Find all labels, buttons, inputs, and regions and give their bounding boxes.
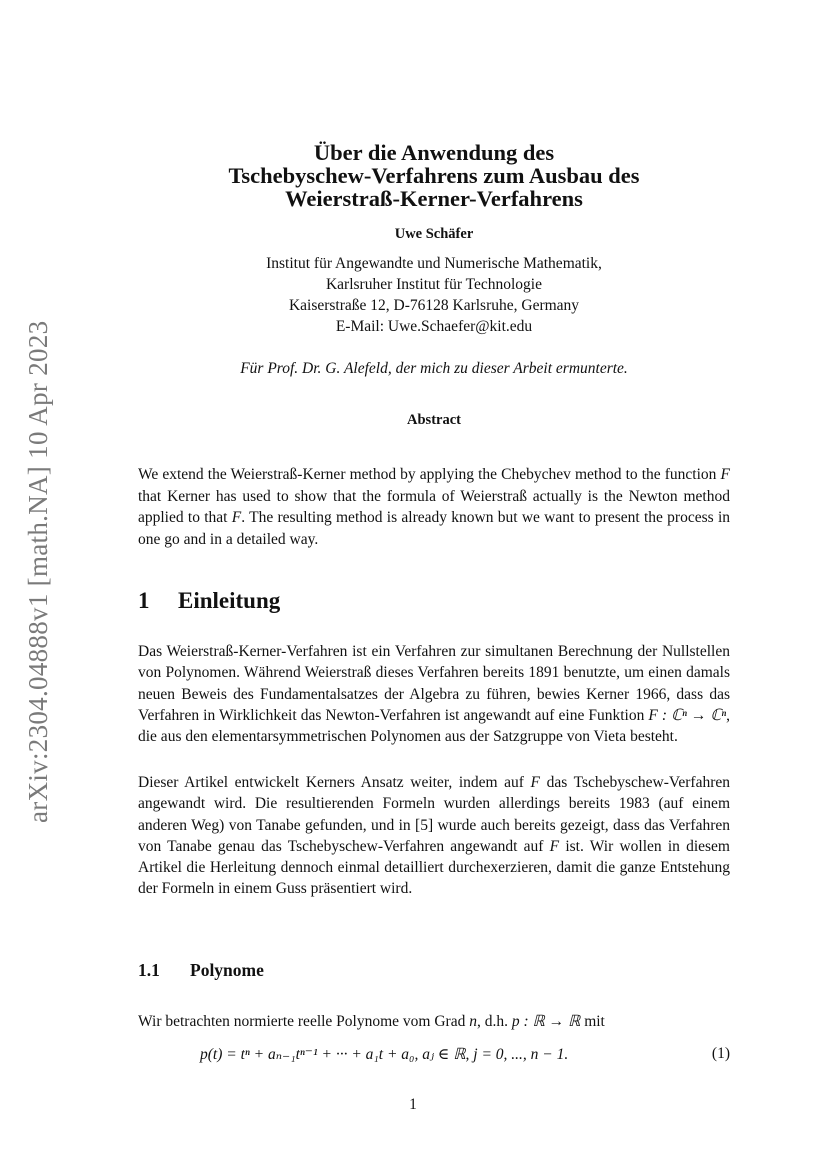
paragraph-text: Das Weierstraß-Kerner-Verfahren ist ein Verfahren zur simultanen Berechnung der Nullstellen von Polynomen. Während Weierstraß dieses Verfahren bereits 1891 benutzte, um einen damals neuen Beweis des Fundamentalsatzes der Algebra zu führen, bewies Kerner 1966, dass das Verfahren in Wirklichkeit das Newton-Verfahren ist angewandt auf eine Funktion	[138, 643, 730, 724]
subsection-number: 1.1	[138, 960, 160, 980]
affiliation-line-2: Karlsruher Institut für Technologie	[325, 276, 542, 293]
page-number: 1	[409, 1096, 417, 1113]
equation-number: (1)	[711, 1045, 730, 1062]
abstract-text-part: . The resulting method is already known but we want to present the process in one go and in a detailed way.	[138, 509, 731, 548]
affiliation-block	[130, 253, 738, 337]
dedication: Für Prof. Dr. G. Alefeld, der mich zu dieser Arbeit ermunterte.	[240, 360, 628, 377]
abstract-text	[138, 464, 730, 550]
affiliation-line-1: Institut für Angewandte und Numerische Mathematik,	[266, 255, 602, 272]
paragraph-text: Dieser Artikel entwickelt Kerners Ansatz weiter, indem auf	[138, 774, 531, 791]
section-number: 1	[138, 588, 150, 613]
affiliation-line-3: Kaiserstraße 12, D-76128 Karlsruhe, Germany	[288, 297, 580, 314]
abstract-text-part: that Kerner has used to show that the formula of Weierstraß actually is the Newton method applied to that	[138, 487, 730, 526]
author-name: Uwe Schäfer	[394, 226, 474, 242]
title-line-2: Tschebyschew-Verfahrens zum Ausbau des	[228, 163, 640, 188]
paper-title	[130, 141, 738, 210]
paragraph-text: , d.h.	[476, 1013, 512, 1030]
intro-paragraph-1	[138, 641, 730, 747]
equation-body: p(t) = tⁿ + aₙ₋₁tⁿ⁻¹ + ··· + a₁t + a₀, aⱼ ∈ ℝ, j = 0, ..., n − 1.	[200, 1046, 569, 1063]
equation-1	[200, 1045, 730, 1067]
arxiv-identifier: arXiv:2304.04888v1 [math.NA] 10 Apr 2023	[23, 320, 53, 824]
title-line-1: Über die Anwendung des	[313, 140, 555, 165]
subsection-title: Polynome	[190, 960, 264, 980]
math-variable: F	[720, 466, 730, 483]
paragraph-text: mit	[580, 1013, 605, 1030]
math-variable: F	[231, 509, 242, 526]
math-variable: n	[469, 1013, 477, 1030]
title-line-3: Weierstraß-Kerner-Verfahrens	[285, 186, 583, 211]
abstract-heading: Abstract	[407, 412, 461, 428]
section-heading	[138, 588, 280, 614]
math-inline: F : ℂⁿ → ℂⁿ	[648, 706, 727, 724]
paragraph-text: das Tschebyschew-Verfahren angewandt wird. Die resultierenden Formeln wurden allerdings bereits 1983 (auf einem anderen Weg) von Tanabe gefunden, und in [5] wurde auch bereits gezeigt, dass das Verfahren von Tanabe genau das Tschebyschew-Verfahren angewandt auf	[138, 774, 730, 855]
math-inline: p : ℝ → ℝ	[511, 1013, 581, 1030]
affiliation-email: E-Mail: Uwe.Schaefer@kit.edu	[335, 318, 533, 335]
intro-paragraph-2	[138, 772, 730, 900]
paragraph-text: ist. Wir wollen in diesem Artikel die Herleitung dennoch einmal detailliert durchexerzieren, damit die ganze Entstehung der Formeln in einem Guss präsentiert wird.	[138, 837, 730, 898]
math-variable: F	[549, 837, 560, 855]
math-variable: F	[530, 774, 541, 791]
abstract-text-part: We extend the Weierstraß-Kerner method by applying the Chebychev method to the function	[138, 466, 721, 483]
section-title: Einleitung	[178, 588, 281, 613]
paragraph-text: Wir betrachten normierte reelle Polynome vom Grad	[138, 1013, 470, 1030]
paragraph-text: , die aus den elementarsymmetrischen Polynomen aus der Satzgruppe von Vieta besteht.	[138, 706, 730, 746]
polynome-paragraph	[138, 1011, 730, 1032]
subsection-heading	[138, 960, 264, 981]
